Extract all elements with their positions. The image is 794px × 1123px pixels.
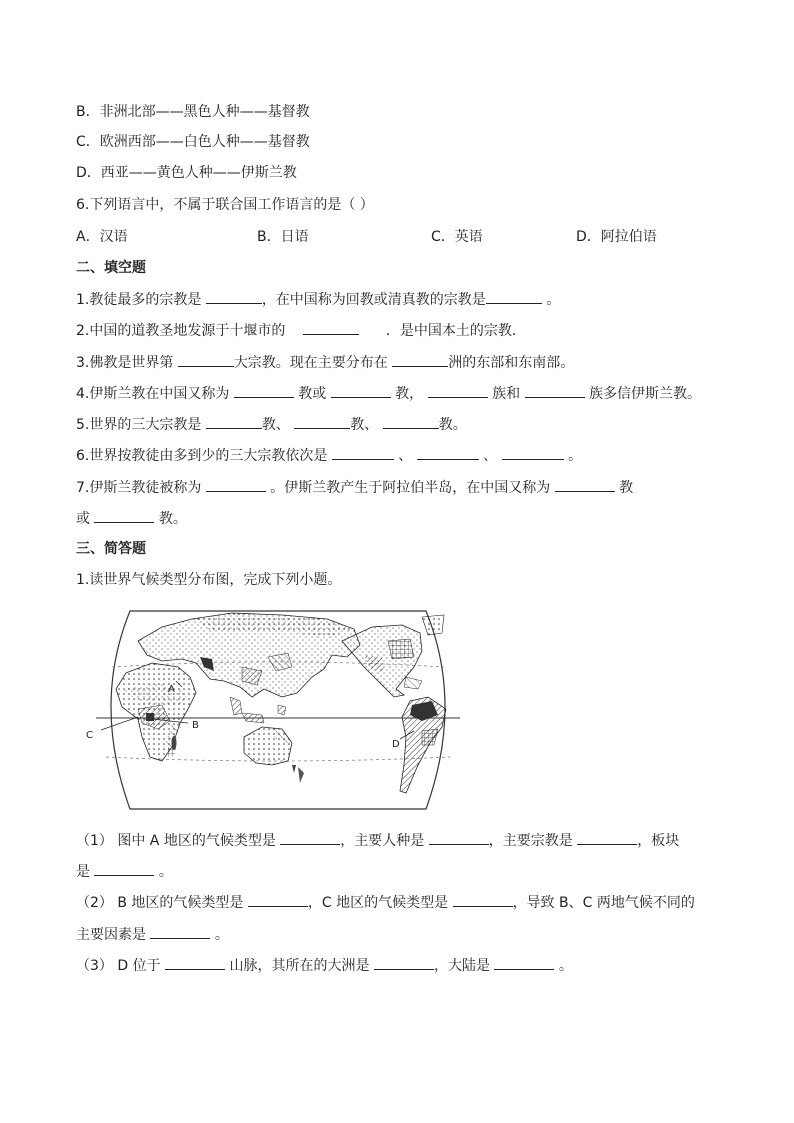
subq-1-cont: 是 。 — [76, 861, 173, 882]
answer-blank[interactable] — [486, 289, 542, 304]
answer-blank[interactable] — [178, 352, 234, 367]
q6-option-a: A．汉语 — [76, 229, 128, 245]
answer-blank[interactable] — [94, 861, 154, 876]
answer-blank[interactable] — [555, 477, 615, 492]
answer-blank[interactable] — [494, 955, 554, 970]
answer-blank[interactable] — [374, 955, 434, 970]
fill-q7: 7.伊斯兰教徒被称为 。伊斯兰教产生于阿拉伯半岛，在中国又称为 教 — [76, 477, 633, 498]
option-c: C．欧洲西部——白色人种——基督教 — [76, 134, 310, 150]
section-2-title: 二、填空题 — [76, 260, 146, 276]
map-label-a: A — [168, 684, 175, 695]
answer-blank[interactable] — [280, 830, 340, 845]
question-6: 6.下列语言中，不属于联合国工作语言的是（ ） — [76, 197, 374, 213]
answer-blank[interactable] — [150, 924, 210, 939]
subq-2-cont: 主要因素是 。 — [76, 924, 229, 945]
answer-blank[interactable] — [417, 445, 479, 460]
q6-option-c: C．英语 — [431, 229, 483, 245]
map-label-d: D — [392, 739, 400, 750]
answer-blank[interactable] — [234, 383, 294, 398]
world-climate-map — [86, 597, 464, 812]
subq-1: （1） 图中 A 地区的气候类型是 ，主要人种是 ，主要宗教是 ，板块 — [76, 830, 679, 851]
map-label-b: B — [192, 720, 199, 731]
q6-option-d: D．阿拉伯语 — [576, 229, 657, 245]
answer-blank[interactable] — [206, 414, 262, 429]
answer-blank[interactable] — [429, 830, 489, 845]
fill-q5: 5.世界的三大宗教是 教、 教、 教。 — [76, 414, 467, 435]
answer-blank[interactable] — [383, 414, 439, 429]
fill-q6: 6.世界按教徒由多到少的三大宗教依次是 、 、 。 — [76, 445, 582, 466]
answer-blank[interactable] — [206, 477, 266, 492]
answer-blank[interactable] — [392, 352, 448, 367]
section-3-title: 三、简答题 — [76, 541, 146, 557]
answer-blank[interactable] — [294, 414, 350, 429]
answer-blank[interactable] — [428, 383, 488, 398]
fill-q7-cont: 或 教。 — [76, 508, 187, 529]
answer-blank[interactable] — [248, 892, 308, 907]
answer-blank[interactable] — [453, 892, 513, 907]
answer-blank[interactable] — [206, 289, 262, 304]
option-b: B．非洲北部——黑色人种——基督教 — [76, 104, 310, 120]
fill-q1: 1.教徒最多的宗教是 ，在中国称为回教或清真教的宗教是 。 — [76, 289, 560, 310]
short-answer-intro: 1.读世界气候类型分布图，完成下列小题。 — [76, 572, 342, 588]
subq-2: （2） B 地区的气候类型是 ，C 地区的气候类型是 ，导致 B、C 两地气候不同的 — [76, 892, 695, 913]
fill-q3: 3.佛教是世界第 大宗教。现在主要分布在 洲的东部和东南部。 — [76, 352, 574, 373]
answer-blank[interactable] — [331, 383, 391, 398]
q6-option-b: B．日语 — [257, 229, 309, 245]
answer-blank[interactable] — [165, 955, 225, 970]
answer-blank[interactable] — [94, 508, 154, 523]
fill-q4: 4.伊斯兰教在中国又称为 教或 教， 族和 族多信伊斯兰教。 — [76, 383, 701, 404]
answer-blank[interactable] — [303, 320, 359, 335]
option-d: D．西亚——黄色人种——伊斯兰教 — [76, 165, 297, 181]
answer-blank[interactable] — [332, 445, 394, 460]
map-label-c: C — [86, 730, 93, 741]
answer-blank[interactable] — [577, 830, 637, 845]
answer-blank[interactable] — [525, 383, 585, 398]
answer-blank[interactable] — [502, 445, 564, 460]
fill-q2: 2.中国的道教圣地发源于十堰市的 ．是中国本土的宗教． — [76, 320, 526, 341]
subq-3: （3） D 位于 山脉，其所在的大洲是 ，大陆是 。 — [76, 955, 573, 976]
